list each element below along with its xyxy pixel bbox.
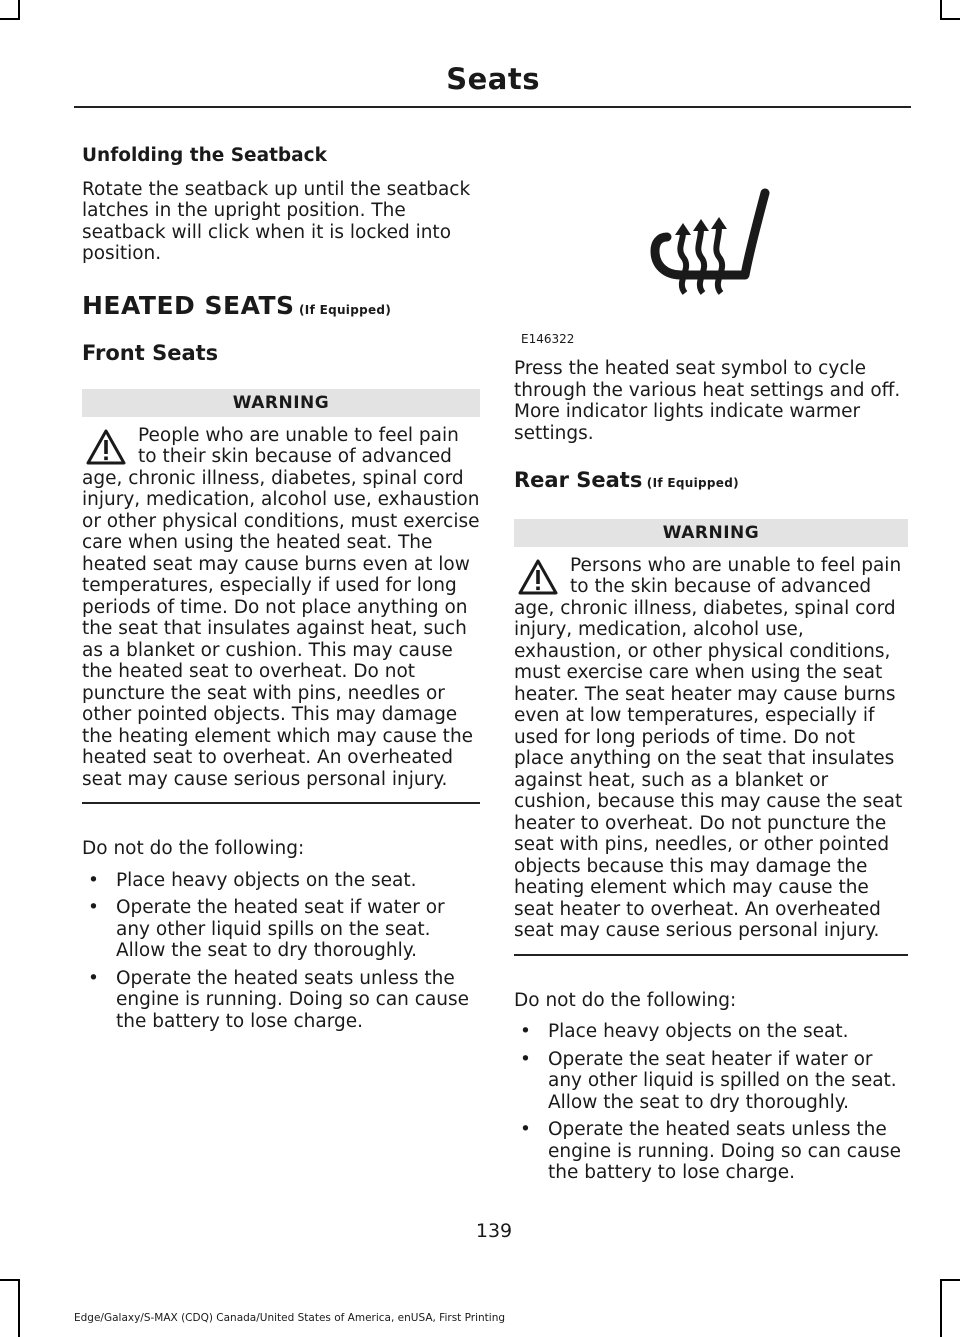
warning-text: Persons who are unable to feel pain to the skin because of advanced age, chronic illness, diabetes, spinal cord injury, medication, alcohol use, exhaustion, or other physical conditions, must exercise care when using the seat heater. The seat heater may cause burns even at low temperatures, especially if used for long periods of time. Do not place anything on the seat that insulates against heat, such as a blanket or cushion, because this may cause the seat heater to overheat. Do not puncture the seat with pins, needles, or other pointed objects because this may damage the heating element which may cause the seat heater to overheat. An overheated seat may cause serious personal injury. [514, 554, 903, 941]
footer-text: Edge/Galaxy/S-MAX (CDQ) Canada/United States of America, enUSA, First Printing [74, 1312, 506, 1324]
front-seats-heading: Front Seats [82, 341, 219, 365]
warning-divider [82, 802, 480, 804]
right-column [514, 358, 908, 1190]
list-item: • Operate the heated seat if water or any other liquid spills on the seat. Allow the seat to dry thoroughly. [82, 897, 480, 962]
list-item: • Operate the heated seats unless the engine is running. Doing so can cause the battery to lose charge. [514, 1119, 908, 1184]
warning-block [514, 555, 908, 942]
warning-triangle-icon [518, 559, 558, 595]
crop-mark [940, 1279, 942, 1337]
list-item: • Place heavy objects on the seat. [514, 1021, 908, 1043]
heated-seat-icon [645, 183, 777, 303]
page-title: Seats [446, 62, 540, 96]
unfold-text: Rotate the seatback up until the seatback latches in the upright position. The seatback will click when it is locked into position. [82, 178, 471, 264]
if-equipped-label: (If Equipped) [642, 476, 739, 490]
warning-header: WARNING [82, 389, 480, 417]
rear-seats-title: Rear Seats [514, 468, 643, 492]
donot-text: Do not do the following: [514, 989, 737, 1011]
donot-text: Do not do the following: [82, 838, 305, 859]
warning-divider [514, 954, 908, 956]
heated-seats-heading [82, 290, 480, 322]
page-number: 139 [475, 1220, 513, 1242]
figure-code: E146322 [521, 332, 575, 346]
header-divider [74, 106, 911, 108]
donot-list [82, 870, 480, 1033]
crop-mark [940, 1279, 960, 1281]
list-item: • Place heavy objects on the seat. [82, 870, 480, 892]
warning-triangle-icon [86, 429, 126, 465]
crop-mark [0, 18, 20, 20]
if-equipped-label: (If Equipped) [294, 302, 392, 317]
press-text: Press the heated seat symbol to cycle through the various heat settings and off. More indicator lights indicate warmer settings. [514, 358, 901, 444]
crop-mark [18, 1279, 20, 1337]
crop-mark [940, 0, 942, 18]
left-column [82, 145, 480, 1038]
crop-mark [0, 1279, 20, 1281]
warning-block [82, 425, 480, 791]
unfold-heading: Unfolding the Seatback [82, 145, 327, 166]
warning-text: People who are unable to feel pain to their skin because of advanced age, chronic illness, diabetes, spinal cord injury, medication, alcohol use, exhaustion or other physical conditions, must exercise care when using the heated seat. The heated seat may cause burns even at low temperatures, especially if used for long periods of time. Do not place anything on the seat that insulates against heat, such as a blanket or cushion. This may cause the heated seat to overheat. Do not puncture the seat with pins, needles or other pointed objects. This may damage the heating element which may cause the heated seat to overheat. An overheated seat may cause serious personal injury. [82, 424, 480, 790]
rear-seats-heading [514, 470, 908, 495]
donot-list [514, 1021, 908, 1184]
warning-header: WARNING [514, 519, 908, 547]
list-item: • Operate the seat heater if water or any other liquid is spilled on the seat. Allow the seat to dry thoroughly. [514, 1049, 908, 1114]
crop-mark [940, 18, 960, 20]
list-item: • Operate the heated seats unless the engine is running. Doing so can cause the battery to lose charge. [82, 968, 480, 1033]
heated-seats-title: HEATED SEATS [82, 290, 295, 320]
crop-mark [18, 0, 20, 18]
